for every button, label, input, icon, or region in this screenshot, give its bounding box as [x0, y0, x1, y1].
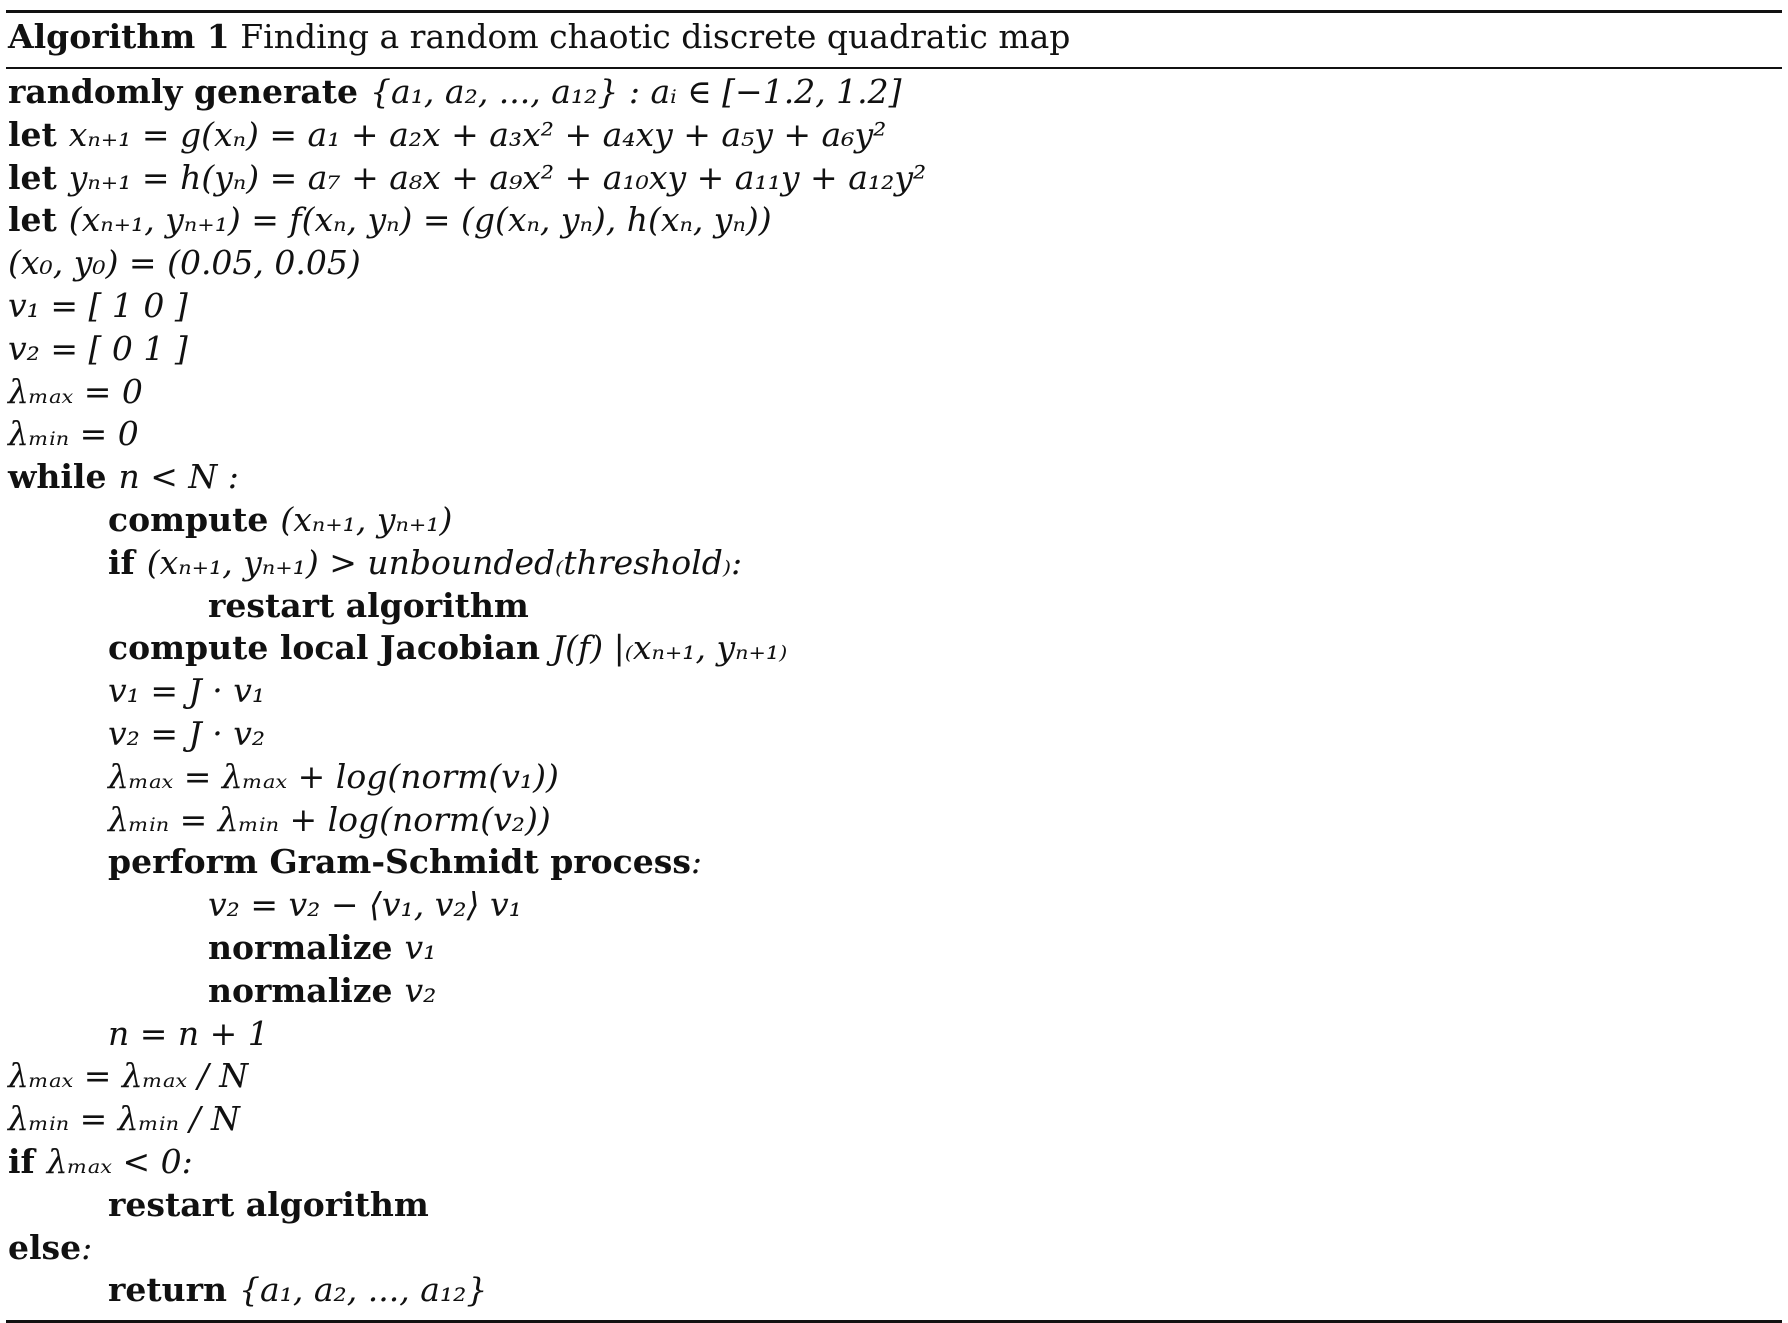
algorithm-expression: v₂: [404, 970, 437, 1010]
algorithm-line: [6, 927, 1782, 970]
algorithm-expression: {a₁, a₂, ..., a₁₂} : aᵢ ∈ [−1.2, 1.2]: [370, 72, 902, 111]
algorithm-line: [6, 799, 1782, 842]
algorithm-expression: (x₀, y₀) = (0.05, 0.05): [8, 243, 361, 283]
algorithm-caption: [6, 13, 1782, 61]
algorithm-expression: v₂ = [ 0 1 ]: [8, 328, 188, 368]
algorithm-line: [6, 199, 1782, 242]
algorithm-expression: J(f) |₍xₙ₊₁, yₙ₊₁₎: [551, 628, 788, 668]
algorithm-line: [6, 670, 1782, 713]
algorithm-expression: (xₙ₊₁, yₙ₊₁) > unbounded₍threshold₎:: [146, 542, 743, 582]
algorithm-expression: n = n + 1: [108, 1013, 269, 1053]
algorithm-line: [6, 884, 1782, 927]
algorithm-line: [6, 285, 1782, 328]
algorithm-keyword: restart algorithm: [108, 1184, 429, 1224]
algorithm-keyword: return: [108, 1270, 227, 1310]
algorithm-keyword: normalize: [208, 970, 393, 1010]
algorithm-keyword: while: [8, 457, 107, 497]
algorithm-expression: (xₙ₊₁, yₙ₊₁): [280, 499, 453, 539]
algorithm-line: [6, 1184, 1782, 1227]
algorithm-line: [6, 627, 1782, 670]
algorithm-expression: :: [690, 842, 703, 882]
algorithm-line: [6, 1055, 1782, 1098]
algorithm-keyword: restart algorithm: [208, 585, 529, 625]
algorithm-line: [6, 756, 1782, 799]
algorithm-keyword: compute: [108, 499, 269, 539]
algorithm-line: [6, 713, 1782, 756]
algorithm-line: [6, 970, 1782, 1013]
algorithm-expression: {a₁, a₂, ..., a₁₂}: [239, 1270, 488, 1310]
algorithm-line: [6, 1013, 1782, 1056]
algorithm-block: [6, 10, 1782, 1323]
algorithm-expression: :: [81, 1227, 93, 1267]
algorithm-expression: λₘᵢₙ = λₘᵢₙ + log(norm(v₂)): [108, 799, 551, 839]
algorithm-expression: λₘₐₓ = λₘₐₓ / N: [8, 1056, 249, 1096]
algorithm-expression: v₂ = v₂ − ⟨v₁, v₂⟩ v₁: [208, 885, 522, 925]
algorithm-keyword: randomly generate: [8, 72, 359, 111]
algorithm-expression: v₁ = [ 1 0 ]: [8, 285, 188, 325]
algorithm-line: [6, 328, 1782, 371]
algorithm-keyword: if: [8, 1141, 35, 1181]
algorithm-line: [6, 71, 1782, 114]
algorithm-line: [6, 1269, 1782, 1312]
algorithm-line: [6, 413, 1782, 456]
algorithm-expression: λₘᵢₙ = λₘᵢₙ / N: [8, 1099, 240, 1139]
algorithm-expression: v₂ = J · v₂: [108, 713, 266, 753]
algorithm-keyword: perform Gram-Schmidt process: [108, 842, 691, 882]
algorithm-body: [6, 69, 1782, 1312]
algorithm-line: [6, 542, 1782, 585]
algorithm-line: [6, 114, 1782, 157]
algorithm-line: [6, 1141, 1782, 1184]
algorithm-keyword: if: [108, 542, 135, 582]
algorithm-line: [6, 371, 1782, 414]
algorithm-line: [6, 1227, 1782, 1270]
algorithm-keyword: let: [8, 157, 57, 197]
algorithm-keyword: else: [8, 1227, 82, 1267]
algorithm-expression: v₁: [404, 927, 437, 967]
algorithm-keyword: normalize: [208, 927, 393, 967]
algorithm-expression: λₘₐₓ = 0: [8, 371, 143, 411]
algorithm-title: Finding a random chaotic discrete quadratic map: [240, 17, 1071, 56]
algorithm-keyword: let: [8, 114, 57, 154]
algorithm-expression: xₙ₊₁ = g(xₙ) = a₁ + a₂x + a₃x² + a₄xy + a₅y + a₆y²: [68, 114, 887, 154]
algorithm-line: [6, 1098, 1782, 1141]
algorithm-expression: λₘₐₓ = λₘₐₓ + log(norm(v₁)): [108, 756, 559, 796]
algorithm-expression: v₁ = J · v₁: [108, 671, 266, 711]
algorithm-line: [6, 841, 1782, 884]
algorithm-expression: λₘₐₓ < 0:: [46, 1141, 193, 1181]
algorithm-line: [6, 242, 1782, 285]
algorithm-label: Algorithm 1: [8, 17, 230, 56]
algorithm-line: [6, 157, 1782, 200]
algorithm-line: [6, 456, 1782, 499]
algorithm-expression: n < N :: [118, 457, 239, 497]
algorithm-expression: yₙ₊₁ = h(yₙ) = a₇ + a₈x + a₉x² + a₁₀xy + a₁₁y + a₁₂y²: [68, 157, 927, 197]
algorithm-expression: (xₙ₊₁, yₙ₊₁) = f(xₙ, yₙ) = (g(xₙ, yₙ), h(xₙ, yₙ)): [68, 200, 772, 240]
algorithm-line: [6, 585, 1782, 628]
algorithm-expression: λₘᵢₙ = 0: [8, 414, 139, 454]
algorithm-keyword: compute local Jacobian: [108, 628, 540, 668]
algorithm-line: [6, 499, 1782, 542]
algorithm-keyword: let: [8, 200, 57, 240]
